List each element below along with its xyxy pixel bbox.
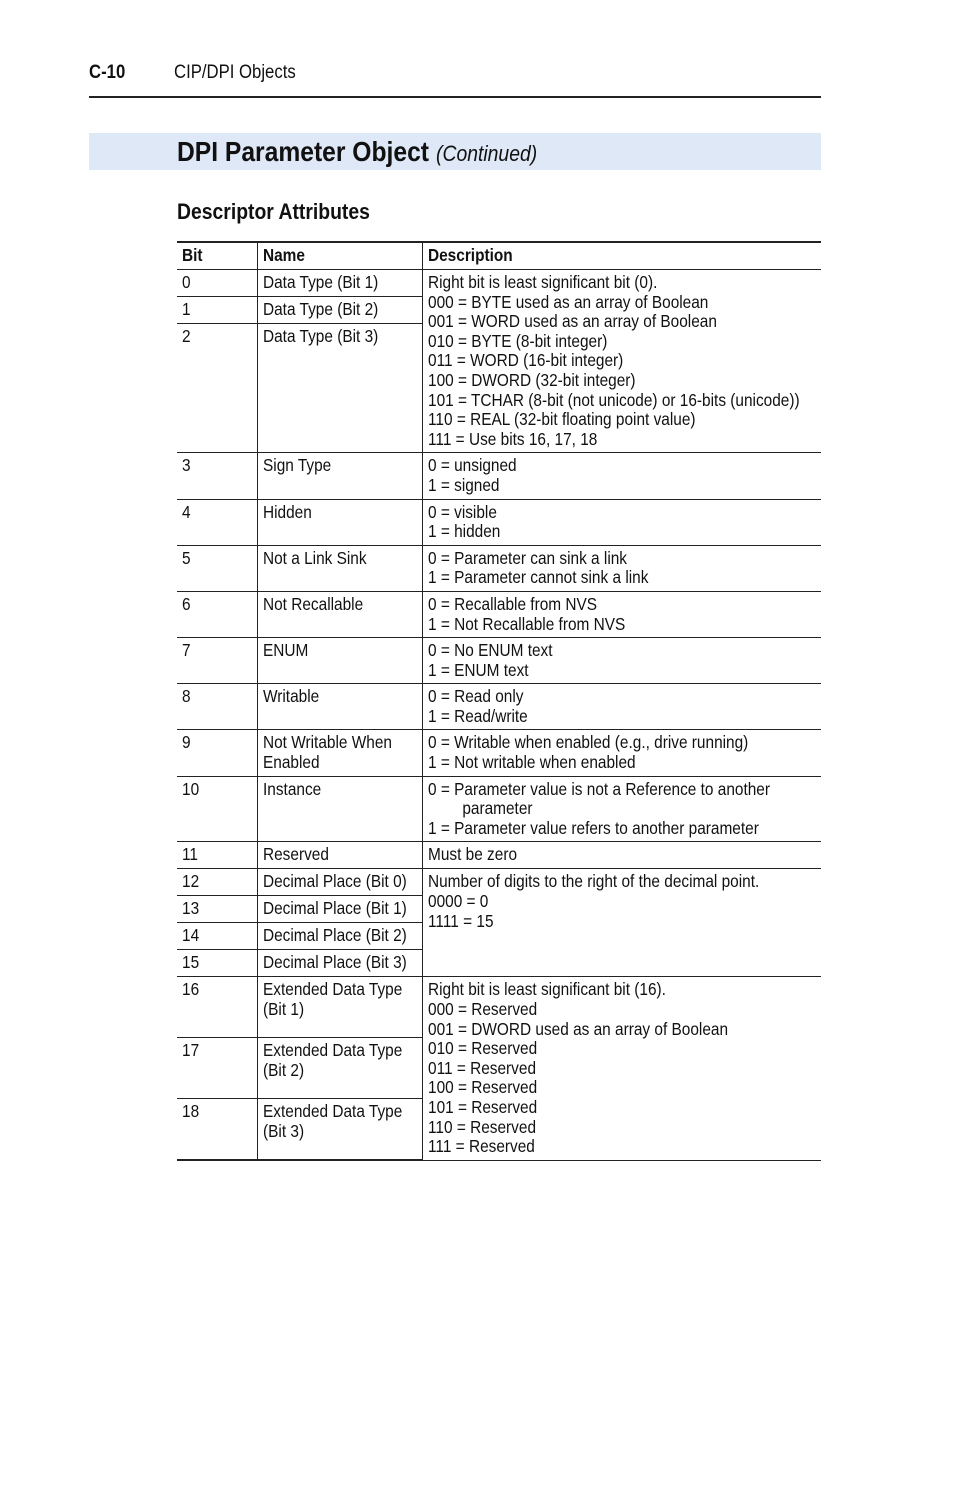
descriptor-attributes-table [177, 241, 821, 1161]
table-header-row [177, 242, 821, 270]
name-cell: Decimal Place (Bit 2) [257, 923, 422, 950]
name-cell: Writable [257, 684, 422, 730]
bit-cell: 11 [177, 842, 257, 869]
name-cell: Decimal Place (Bit 3) [257, 950, 422, 977]
name-cell: Not Writable When Enabled [257, 730, 422, 776]
bit-cell: 14 [177, 923, 257, 950]
bit-cell: 8 [177, 684, 257, 730]
page-header [89, 60, 821, 98]
bit-cell: 12 [177, 869, 257, 896]
page-title-continued: (Continued) [436, 141, 538, 166]
description-cell: 0 = Parameter can sink a link 1 = Parameter cannot sink a link [422, 545, 821, 591]
name-cell: Data Type (Bit 2) [257, 297, 422, 324]
bit-cell: 9 [177, 730, 257, 776]
bit-cell: 4 [177, 499, 257, 545]
bit-cell: 10 [177, 776, 257, 842]
name-cell: Sign Type [257, 453, 422, 499]
table-row [177, 453, 821, 499]
bit-cell: 7 [177, 638, 257, 684]
bit-cell: 17 [177, 1038, 257, 1099]
name-cell: Extended Data Type (Bit 3) [257, 1099, 422, 1161]
page-number: C-10 [89, 62, 126, 83]
name-cell: Extended Data Type (Bit 1) [257, 977, 422, 1038]
running-title: CIP/DPI Objects [174, 62, 296, 83]
table-row [177, 977, 821, 1038]
name-cell: Reserved [257, 842, 422, 869]
bit-cell: 5 [177, 545, 257, 591]
table-row [177, 499, 821, 545]
table-row [177, 270, 821, 297]
bit-cell: 13 [177, 896, 257, 923]
name-cell: ENUM [257, 638, 422, 684]
table-row [177, 869, 821, 896]
bit-cell: 18 [177, 1099, 257, 1161]
table-row [177, 591, 821, 637]
column-header-description: Description [422, 242, 821, 270]
description-cell: 0 = Recallable from NVS 1 = Not Recallable from NVS [422, 591, 821, 637]
description-cell: 0 = No ENUM text 1 = ENUM text [422, 638, 821, 684]
table-row [177, 730, 821, 776]
name-cell: Data Type (Bit 3) [257, 324, 422, 453]
name-cell: Extended Data Type (Bit 2) [257, 1038, 422, 1099]
bit-cell: 3 [177, 453, 257, 499]
description-cell: 0 = Writable when enabled (e.g., drive running) 1 = Not writable when enabled [422, 730, 821, 776]
section-heading: Descriptor Attributes [177, 199, 370, 224]
name-cell: Decimal Place (Bit 0) [257, 869, 422, 896]
description-cell: 0 = visible 1 = hidden [422, 499, 821, 545]
bit-cell: 1 [177, 297, 257, 324]
name-cell: Not a Link Sink [257, 545, 422, 591]
name-cell: Instance [257, 776, 422, 842]
page-title-main: DPI Parameter Object [177, 136, 429, 167]
page-title [177, 133, 537, 175]
table-row [177, 776, 821, 842]
bit-cell: 16 [177, 977, 257, 1038]
description-cell: 0 = unsigned 1 = signed [422, 453, 821, 499]
table-row [177, 638, 821, 684]
description-cell: 0 = Parameter value is not a Reference to another parameter 1 = Parameter value refers to another parameter [422, 776, 821, 842]
bit-cell: 6 [177, 591, 257, 637]
name-cell: Hidden [257, 499, 422, 545]
description-cell: Right bit is least significant bit (16). 000 = Reserved 001 = DWORD used as an array of Boolean 010 = Reserved 011 = Reserved 100 = Reserved 101 = Reserved 110 = Reserved 111 = Reserved [422, 977, 821, 1160]
column-header-bit: Bit [177, 242, 257, 270]
name-cell: Decimal Place (Bit 1) [257, 896, 422, 923]
name-cell: Not Recallable [257, 591, 422, 637]
description-cell: Must be zero [422, 842, 821, 869]
description-cell: Right bit is least significant bit (0). 000 = BYTE used as an array of Boolean 001 = WORD used as an array of Boolean 010 = BYTE (8-bit integer) 011 = WORD (16-bit integer) 100 = DWORD (32-bit integer) 101 = TCHAR (8-bit (not unicode) or 16-bits (unicode)) 110 = REAL (32-bit floating point value) 111 = Use bits 16, 17, 18 [422, 270, 821, 453]
bit-cell: 0 [177, 270, 257, 297]
title-band [89, 133, 821, 170]
column-header-name: Name [257, 242, 422, 270]
bit-cell: 2 [177, 324, 257, 453]
table-row [177, 545, 821, 591]
description-cell: Number of digits to the right of the decimal point. 0000 = 0 1111 = 15 [422, 869, 821, 977]
bit-cell: 15 [177, 950, 257, 977]
table-row [177, 842, 821, 869]
name-cell: Data Type (Bit 1) [257, 270, 422, 297]
table-row [177, 684, 821, 730]
description-cell: 0 = Read only 1 = Read/write [422, 684, 821, 730]
